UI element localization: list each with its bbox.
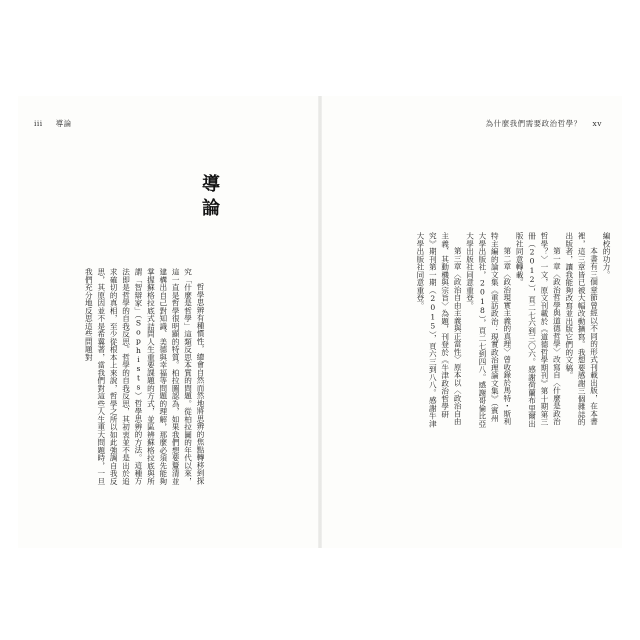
- chapter-title: 導論: [199, 174, 220, 222]
- left-running-header: [34, 118, 72, 129]
- right-running-header: [486, 118, 602, 129]
- right-page-body: [415, 232, 612, 428]
- body-paragraph: 第二章〈政治現實主義的真理〉曾收錄於馬特・斯利特主編的論文集《重訪政治：現實政治理論文集》（賓州大學出版社，2018），頁二七到四八。感謝哥倫比亞大學出版社同意重登。: [465, 232, 512, 428]
- left-header-title: 導論: [55, 119, 72, 128]
- right-header-title: 為什麼我們需要政治哲學？: [485, 119, 582, 128]
- body-paragraph: 哲學思辨有種慣性，總會自然而然地將思辨的焦點轉移到探究「什麼是哲學」這類反思本質的問題。從柏拉圖的年代以來，這一直是哲學很明顯的特質。柏拉圖認為，如果我們想要釐清並建構出自己對知識、美德與幸福等問題的理解，那麼必須先能夠掌握蘇格拉底式詰問人生重要課題的方式，並區辨蘇格拉底與所謂「智辯家」（Sophists）哲學思辨的方法。這種方法即是哲學的自我反思。哲學的自我反思，其初衷並不是出於追求確切的真相，至少從根本上來說，哲學之所以如此強調自我反思，其原因並不是希冀著，當我們對這些人生重大問題時，一旦我們充分地反思這些問題對: [84, 268, 205, 485]
- body-paragraph: 第三章〈政治自由主義與正當性〉原本以〈政治自由主義、其動機與宗旨〉為題，刊登於《牛津政治哲學研究》期刊第一期（2015），頁六三到八八。感謝牛津大學出版社同意重登。: [415, 232, 463, 428]
- body-paragraph: 編校的功力。: [602, 232, 611, 279]
- book-gutter: [318, 96, 322, 548]
- right-page-number: xv: [592, 119, 602, 128]
- left-page-number: iii: [34, 119, 43, 128]
- body-paragraph: 第一章〈政治哲學與道德哲學〉改寫自〈什麼是政治哲學？〉一文，原文刊載於《道德哲學期刊》第十期第三冊（2012），頁二七六到三〇六。感謝荷蘭布里爾出版社同意轉載。: [515, 232, 562, 428]
- left-page-body: [34, 268, 206, 486]
- body-paragraph: 本書有三個章節曾經以不同的形式刊載出版，在本書裡，這三章皆已被大幅改動擴寫。我想要感謝三個雜誌的出版者，讓我能夠改寫並出版它們的文稿。: [564, 232, 599, 426]
